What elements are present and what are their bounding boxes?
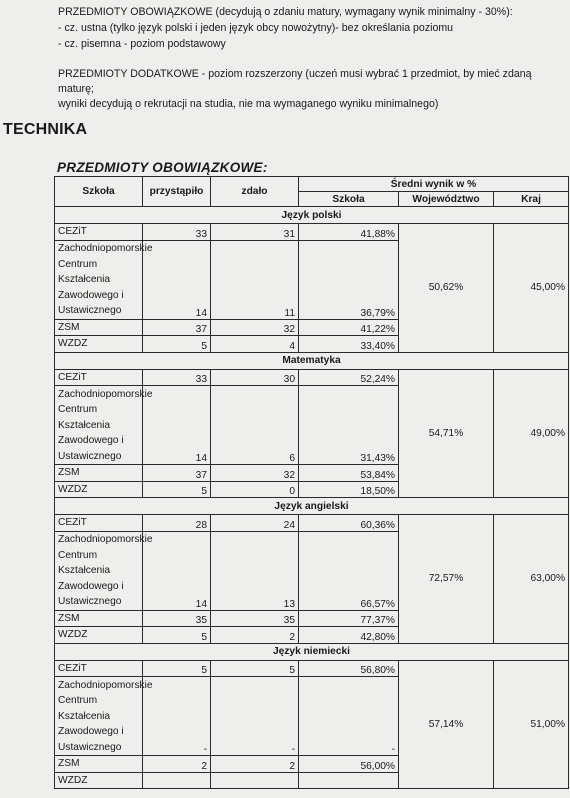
school-score-cell: 56,80%: [299, 660, 399, 677]
table-row: [55, 515, 569, 532]
school-name-cell: ZSM: [55, 610, 143, 627]
took-cell: 5: [143, 660, 211, 677]
school-name-cell: ZSM: [55, 756, 143, 773]
intro-line-written: - cz. pisemna - poziom podstawowy: [58, 38, 226, 50]
subject-row: [55, 207, 569, 224]
passed-cell: 35: [211, 610, 299, 627]
table-title: PRZEDMIOTY OBOWIĄZKOWE:: [57, 160, 268, 175]
country-average-cell: 51,00%: [494, 660, 569, 789]
subject-title: Język niemiecki: [55, 643, 569, 660]
school-name-cell: Zachodniopomorskie Centrum Kształcenia Zawodowego i Ustawicznego: [55, 386, 143, 465]
country-average-cell: 63,00%: [494, 515, 569, 644]
subject-row: [55, 498, 569, 515]
school-score-cell: 60,36%: [299, 515, 399, 532]
header-school: Szkoła: [55, 177, 143, 207]
intro-line-additional: PRZEDMIOTY DODATKOWE - poziom rozszerzony (uczeń musi wybrać 1 przedmiot, by mieć zdaną: [58, 68, 532, 80]
header-passed: zdało: [211, 177, 299, 207]
school-name-cell: CEZiT: [55, 660, 143, 677]
took-cell: 33: [143, 369, 211, 386]
passed-cell: 32: [211, 319, 299, 336]
school-score-cell: 41,22%: [299, 319, 399, 336]
school-score-cell: 77,37%: [299, 610, 399, 627]
school-score-cell: 66,57%: [299, 531, 399, 610]
intro-line-mandatory: PRZEDMIOTY OBOWIĄZKOWE (decydują o zdaniu matury, wymagany wynik minimalny - 30%):: [58, 6, 513, 18]
took-cell: 14: [143, 240, 211, 319]
school-score-cell: 56,00%: [299, 756, 399, 773]
school-name-cell: Zachodniopomorskie Centrum Kształcenia Zawodowego i Ustawicznego: [55, 531, 143, 610]
took-cell: 14: [143, 531, 211, 610]
region-average-cell: 57,14%: [399, 660, 494, 789]
school-score-cell: 52,24%: [299, 369, 399, 386]
intro-line-results: wyniki decydują o rekrutacji na studia, nie ma wymaganego wyniku minimalnego): [58, 98, 439, 110]
header-average-country: Kraj: [494, 192, 569, 207]
header-average-group: Średni wynik w %: [299, 177, 569, 192]
school-name-cell: WZDZ: [55, 772, 143, 789]
school-score-cell: 42,80%: [299, 627, 399, 644]
results-table: [54, 176, 569, 789]
passed-cell: 2: [211, 756, 299, 773]
school-score-cell: [299, 772, 399, 789]
passed-cell: 5: [211, 660, 299, 677]
school-name-cell: CEZiT: [55, 369, 143, 386]
passed-cell: 6: [211, 386, 299, 465]
school-name-cell: Zachodniopomorskie Centrum Kształcenia Zawodowego i Ustawicznego: [55, 240, 143, 319]
subject-row: [55, 643, 569, 660]
school-name-cell: ZSM: [55, 465, 143, 482]
passed-cell: 13: [211, 531, 299, 610]
school-score-cell: 53,84%: [299, 465, 399, 482]
country-average-cell: 49,00%: [494, 369, 569, 498]
school-name-cell: WZDZ: [55, 481, 143, 498]
school-name-cell: Zachodniopomorskie Centrum Kształcenia Zawodowego i Ustawicznego: [55, 677, 143, 756]
passed-cell: 4: [211, 336, 299, 353]
school-name-cell: WZDZ: [55, 627, 143, 644]
school-name-cell: ZSM: [55, 319, 143, 336]
school-name-cell: WZDZ: [55, 336, 143, 353]
passed-cell: -: [211, 677, 299, 756]
intro-line-oral: - cz. ustna (tylko język polski i jeden język obcy nowożytny)- bez określania poziomu: [58, 22, 454, 34]
took-cell: 37: [143, 465, 211, 482]
school-score-cell: 33,40%: [299, 336, 399, 353]
table-row: [55, 660, 569, 677]
passed-cell: 11: [211, 240, 299, 319]
header-average-region: Województwo: [399, 192, 494, 207]
school-score-cell: -: [299, 677, 399, 756]
country-average-cell: 45,00%: [494, 224, 569, 353]
took-cell: 28: [143, 515, 211, 532]
school-score-cell: 31,43%: [299, 386, 399, 465]
school-score-cell: 41,88%: [299, 224, 399, 241]
header-took: przystąpiło: [143, 177, 211, 207]
school-score-cell: 18,50%: [299, 481, 399, 498]
subject-row: [55, 352, 569, 369]
subject-title: Język angielski: [55, 498, 569, 515]
passed-cell: 30: [211, 369, 299, 386]
subject-title: Język polski: [55, 207, 569, 224]
took-cell: 5: [143, 336, 211, 353]
passed-cell: 32: [211, 465, 299, 482]
took-cell: -: [143, 677, 211, 756]
results-body: [55, 207, 569, 789]
school-name-cell: CEZiT: [55, 515, 143, 532]
school-name-cell: CEZiT: [55, 224, 143, 241]
took-cell: 33: [143, 224, 211, 241]
took-cell: 37: [143, 319, 211, 336]
passed-cell: 0: [211, 481, 299, 498]
passed-cell: 24: [211, 515, 299, 532]
took-cell: 5: [143, 627, 211, 644]
passed-cell: 2: [211, 627, 299, 644]
region-average-cell: 50,62%: [399, 224, 494, 353]
passed-cell: [211, 772, 299, 789]
took-cell: 35: [143, 610, 211, 627]
header-average-school: Szkoła: [299, 192, 399, 207]
intro-line-matura: maturę;: [58, 83, 94, 95]
took-cell: 2: [143, 756, 211, 773]
took-cell: 14: [143, 386, 211, 465]
took-cell: [143, 772, 211, 789]
passed-cell: 31: [211, 224, 299, 241]
table-row: [55, 224, 569, 241]
region-average-cell: 72,57%: [399, 515, 494, 644]
school-score-cell: 36,79%: [299, 240, 399, 319]
took-cell: 5: [143, 481, 211, 498]
table-row: [55, 369, 569, 386]
subject-title: Matematyka: [55, 352, 569, 369]
region-average-cell: 54,71%: [399, 369, 494, 498]
section-title: TECHNIKA: [3, 121, 88, 138]
